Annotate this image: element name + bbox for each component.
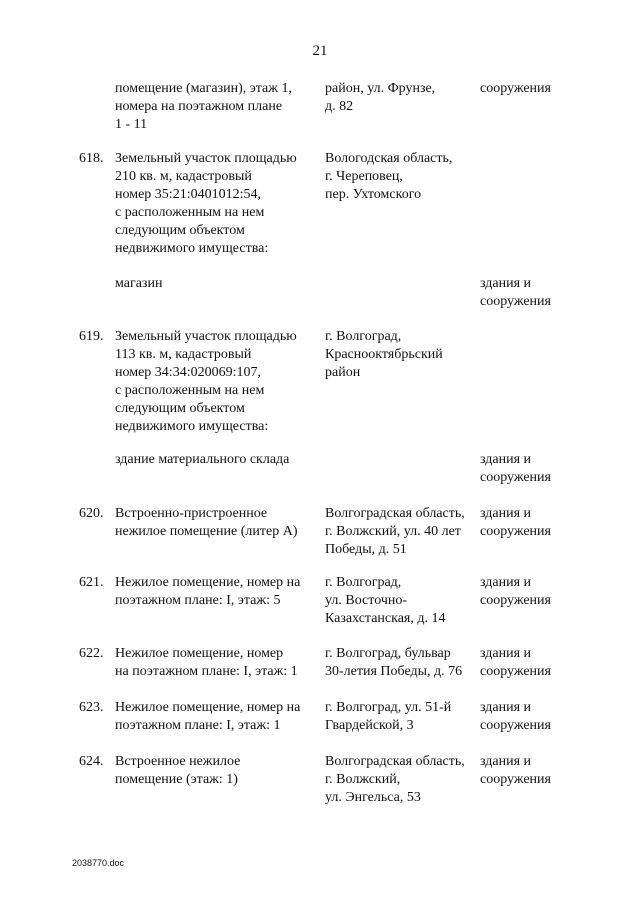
entry-description: здание материального склада <box>115 452 290 467</box>
entry-location: район, ул. Фрунзе, д. 82 <box>325 81 436 114</box>
footer-doc-name: 2038770.doc <box>72 858 125 868</box>
page-number: 21 <box>312 43 328 59</box>
entry-type: здания и сооружения <box>480 754 551 787</box>
entry-number: 624. <box>79 754 104 769</box>
entry-location: г. Волгоград, Краснооктябрьский район <box>325 329 443 380</box>
entry-number: 618. <box>79 151 104 166</box>
entry-location: Волгоградская область, г. Волжский, ул. Энгельса, 53 <box>325 754 465 805</box>
entry-number: 619. <box>79 329 104 344</box>
entry-description: Встроенно-пристроенное нежилое помещение (литер А) <box>115 506 298 539</box>
entry-type: здания и сооружения <box>480 646 551 679</box>
entry-location: Вологодская область, г. Череповец, пер. Ухтомского <box>325 151 453 202</box>
entry-description: Земельный участок площадью 210 кв. м, кадастровый номер 35:21:0401012:54, с расположенным на нем следующим объектом недвижимого имущества: <box>115 151 297 256</box>
entry-number: 621. <box>79 575 104 590</box>
entry-number: 623. <box>79 700 104 715</box>
entry-type: здания и сооружения <box>480 452 551 485</box>
entry-type: сооружения <box>480 81 551 96</box>
entry-description: Нежилое помещение, номер на поэтажном плане: I, этаж: 1 <box>115 646 298 679</box>
entry-description: Земельный участок площадью 113 кв. м, кадастровый номер 34:34:020069:107, с расположенным на нем следующим объектом недвижимого имущества: <box>115 329 297 434</box>
entry-location: г. Волгоград, ул. Восточно- Казахстанская, д. 14 <box>325 575 446 626</box>
entry-type: здания и сооружения <box>480 700 551 733</box>
entry-location: г. Волгоград, бульвар 30-летия Победы, д. 76 <box>325 646 463 679</box>
entry-type: здания и сооружения <box>480 276 551 309</box>
entry-location: г. Волгоград, ул. 51-й Гвардейской, 3 <box>325 700 452 733</box>
entry-description: помещение (магазин), этаж 1, номера на поэтажном плане 1 - 11 <box>115 81 292 132</box>
entry-type: здания и сооружения <box>480 575 551 608</box>
entry-type: здания и сооружения <box>480 506 551 539</box>
entry-number: 620. <box>79 506 104 521</box>
entry-location: Волгоградская область, г. Волжский, ул. 40 лет Победы, д. 51 <box>325 506 465 557</box>
entry-number: 622. <box>79 646 104 661</box>
entry-description: Нежилое помещение, номер на поэтажном плане: I, этаж: 1 <box>115 700 301 733</box>
entry-description: магазин <box>115 276 163 291</box>
entry-description: Встроенное нежилое помещение (этаж: 1) <box>115 754 241 787</box>
entry-description: Нежилое помещение, номер на поэтажном плане: I, этаж: 5 <box>115 575 301 608</box>
